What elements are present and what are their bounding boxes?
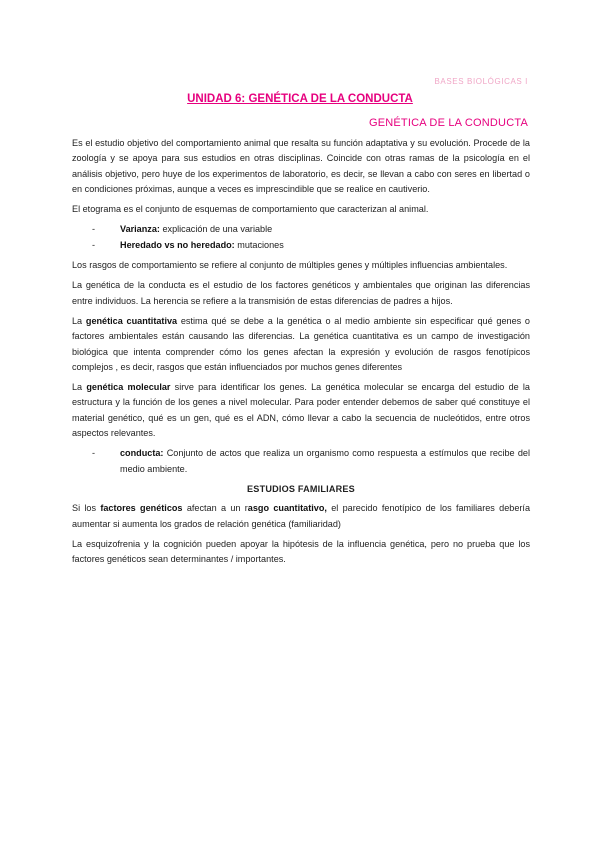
definition-list-2 — [72, 446, 530, 477]
subheading-estudios-familiares: ESTUDIOS FAMILIARES — [247, 483, 355, 494]
paragraph-intro: Es el estudio objetivo del comportamiento animal que resalta su función adaptativa y su evolución. Procede de la zoología y se apoya para sus estudios en otras disciplinas. Coincide con otras ramas de la psicología en el análisis objetivo, pero huye de los experimentos de laboratorio, es decir, se llevan a cabo con seres en libertad o en condiciones próximas, aunque a veces es imprescindible que se realice en cautiverio. — [72, 138, 530, 194]
list-dash: - — [92, 239, 96, 250]
list-dash: - — [92, 224, 96, 235]
course-header: BASES BIOLÓGICAS I — [434, 77, 528, 86]
unit-title: UNIDAD 6: GENÉTICA DE LA CONDUCTA — [187, 93, 413, 105]
term: Varianza: — [120, 224, 160, 235]
paragraph-esquizofrenia: La esquizofrenia y la cognición pueden apoyar la hipótesis de la influencia genética, pero no prueba que los factores genéticos sean determinantes / importantes. — [72, 538, 530, 565]
document-body — [72, 136, 530, 572]
list-item-varianza — [72, 222, 530, 237]
definition: Conjunto de actos que realiza un organismo como respuesta a estímulos que recibe del medio ambiente. — [120, 448, 530, 474]
paragraph-genetica-conducta: La genética de la conducta es el estudio de los factores genéticos y ambientales que originan las diferencias entre individuos. La herencia se refiere a la transmisión de estas diferencias de padres a hijos. — [72, 280, 530, 306]
list-dash: - — [92, 448, 96, 459]
paragraph-etograma: El etograma es el conjunto de esquemas de comportamiento que caracterizan al animal. — [72, 204, 429, 215]
paragraph-rasgos: Los rasgos de comportamiento se refiere al conjunto de múltiples genes y múltiples influencias ambientales. — [72, 260, 508, 271]
term: conducta: — [120, 448, 164, 459]
section-title: GENÉTICA DE LA CONDUCTA — [368, 117, 528, 129]
paragraph-genetica-molecular: La genética molecular sirve para identificar los genes. La genética molecular se encarga del estudio de la estructura y la función de los genes a nivel molecular. Para poder entender debemos de saber qué constituye el material genético, qué es un gen, qué es el ADN, cómo llevar a cabo la secuencia de nucleótidos, entre otros aspectos relevantes. — [72, 382, 530, 439]
term: Heredado vs no heredado: — [120, 239, 235, 250]
paragraph-factores-geneticos: Si los factores genéticos afectan a un rasgo cuantitativo, el parecido fenotípico de los familiares debería aumentar si aumenta los grados de relación genética (familiaridad) — [72, 503, 531, 529]
list-item-conducta — [72, 446, 530, 477]
list-item-heredado — [72, 238, 530, 253]
definition-list-1 — [72, 222, 530, 253]
paragraph-genetica-cuantitativa: La genética cuantitativa estima qué se debe a la genética o al medio ambiente sin especificar qué genes o factores ambientales están causando las diferencias. La genética cuantitativa es un campo de investigación biológica que intenta comprender cómo los genes afectan la expresión y evolución de rasgos fenotípicos complejos , es decir, rasgos que están influenciados por muchos genes diferentes — [72, 315, 530, 372]
definition: mutaciones — [234, 239, 284, 250]
definition: explicación de una variable — [159, 224, 273, 235]
